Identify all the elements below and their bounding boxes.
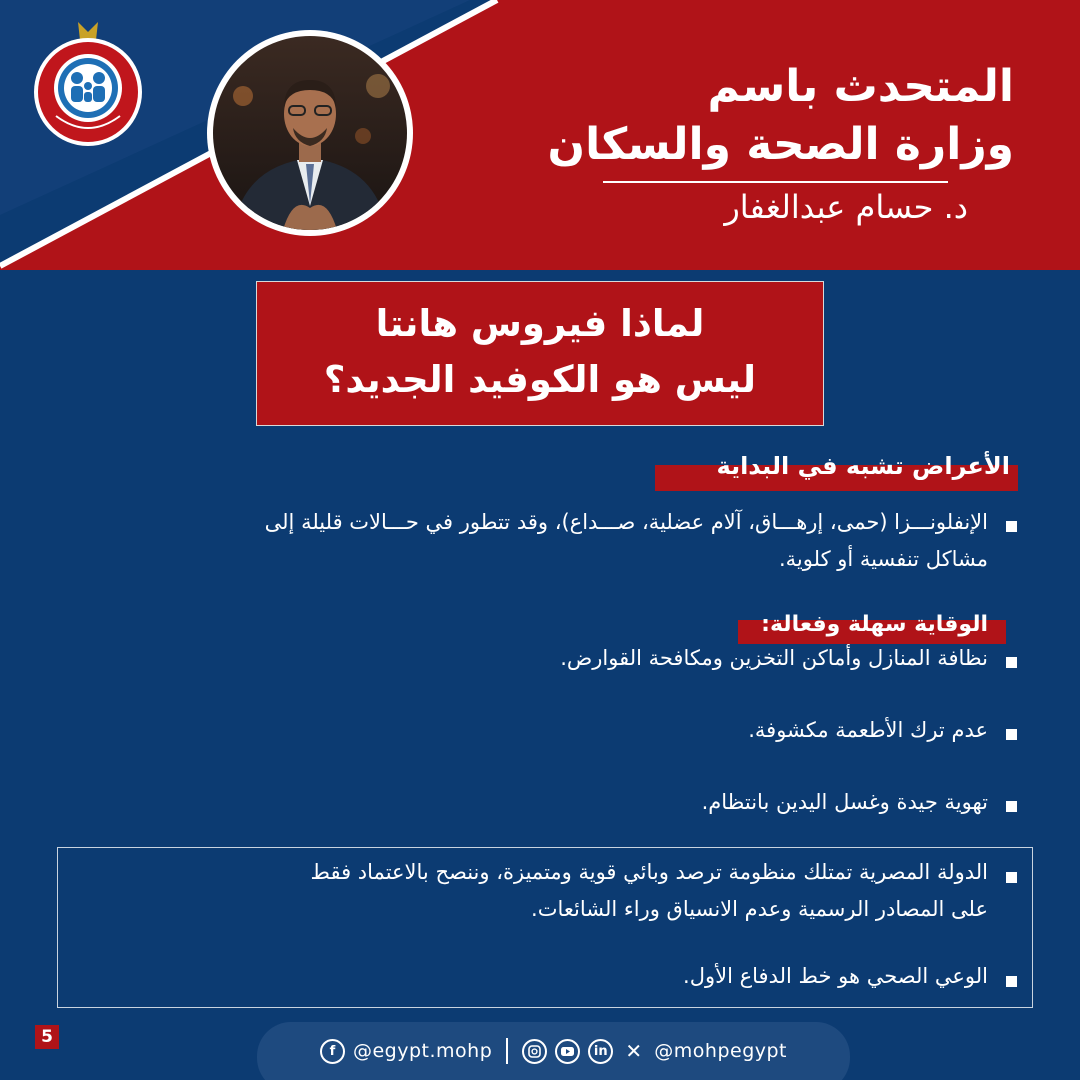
symptoms-line-2: مشاكل تنفسية أو كلوية. (779, 547, 988, 571)
symptoms-label: الأعراض تشبه في البداية (716, 452, 1010, 480)
title-line-1: المتحدث باسم (707, 61, 1014, 112)
question-line-1: لماذا فيروس هانتا (375, 302, 705, 345)
prevention-item: تهوية جيدة وغسل اليدين بانتظام. (701, 790, 988, 814)
notice-line-2: على المصادر الرسمية وعدم الانسياق وراء الشائعات. (531, 897, 988, 921)
question-line-2: ليس هو الكوفيد الجديد؟ (323, 358, 757, 401)
social-handle[interactable]: @mohpegypt (654, 1040, 788, 1062)
ministry-logo (32, 18, 144, 148)
page-title (547, 58, 1014, 174)
symptoms-line-1: الإنفلونـــزا (حمى، إرهـــاق، آلام عضلية، صـــداع)، وقد تتطور في حـــالات قليلة إلى (264, 510, 988, 534)
youtube-icon[interactable] (555, 1039, 580, 1064)
prevention-label: الوقاية سهلة وفعالة: (761, 612, 988, 637)
bullet-icon (1006, 729, 1017, 740)
notice-line-1: الدولة المصرية تمتلك منظومة ترصد وبائي قوية ومتميزة، وننصح بالاعتماد فقط (310, 860, 988, 884)
social-footer (257, 1022, 850, 1080)
prevention-item: نظافة المنازل وأماكن التخزين ومكافحة القوارض. (560, 646, 988, 670)
bullet-icon (1006, 657, 1017, 668)
question-box (256, 281, 824, 426)
footer-divider (506, 1038, 508, 1064)
instagram-icon[interactable] (522, 1039, 547, 1064)
facebook-handle[interactable]: @egypt.mohp (352, 1040, 493, 1062)
facebook-icon[interactable]: f (320, 1039, 345, 1064)
page-number: 5 (35, 1025, 59, 1049)
title-line-2: وزارة الصحة والسكان (547, 119, 1014, 170)
speaker-name: د. حسام عبدالغفار (724, 188, 968, 226)
notice-item-2: الوعي الصحي هو خط الدفاع الأول. (683, 964, 988, 988)
spokesperson-portrait-icon (213, 36, 407, 230)
bullet-icon (1006, 801, 1017, 812)
linkedin-icon[interactable]: in (588, 1039, 613, 1064)
x-icon[interactable]: ✕ (625, 1039, 643, 1063)
title-divider (603, 181, 948, 183)
spokesperson-photo (207, 30, 413, 236)
bullet-icon (1006, 976, 1017, 987)
bullet-icon (1006, 521, 1017, 532)
bullet-icon (1006, 872, 1017, 883)
prevention-item: عدم ترك الأطعمة مكشوفة. (748, 718, 988, 742)
